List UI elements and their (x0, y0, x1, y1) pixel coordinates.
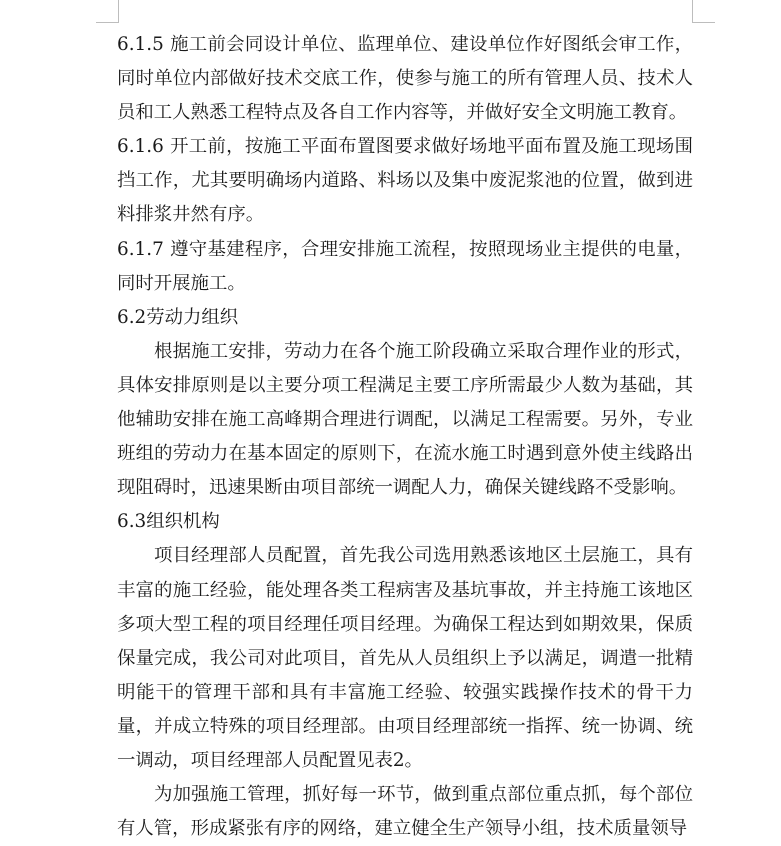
margin-corner-mark-right (692, 0, 715, 23)
margin-corner-mark-left (96, 0, 119, 23)
clause-text: 遵守基建程序，合理安排施工流程，按照现场业主提供的电量，同时开展施工。 (117, 238, 693, 294)
clause-text: 开工前，按施工平面布置图要求做好场地平面布置及施工现场围挡工作，尤其要明确场内道路、料场以及集中废泥浆池的位置，做到进料排浆井然有序。 (117, 136, 693, 226)
section-heading-6-3: 6.3组织机构 (117, 511, 220, 533)
body-paragraph-management: 为加强施工管理，抓好每一环节，做到重点部位重点抓，每个部位有人管，形成紧张有序的网络，建立健全生产领导小组，技术质量领导 (117, 784, 693, 840)
clause-number: 6.1.5 (117, 34, 164, 55)
document-body (117, 28, 693, 846)
body-paragraph-organization: 项目经理部人员配置，首先我公司选用熟悉该地区土层施工，具有丰富的施工经验，能处理各类工程病害及基坑事故，并主持施工该地区多项大型工程的项目经理任项目经理。为确保工程达到如期效果，保质保量完成，我公司对此项目，首先从人员组织上予以满足，调遣一批精明能干的管理干部和具有丰富施工经验、较强实践操作技术的骨干力量，并成立特殊的项目经理部。由项目经理部统一指挥、统一协调、统一调动，项目经理部人员配置见表2。 (117, 545, 693, 771)
numbered-clause-6-1-7 (117, 233, 693, 301)
section-heading-6-2: 6.2劳动力组织 (117, 306, 239, 328)
body-paragraph-labor: 根据施工安排，劳动力在各个施工阶段确立采取合理作业的形式，具体安排原则是以主要分项工程满足主要工序所需最少人数为基础，其他辅助安排在施工高峰期合理进行调配，以满足工程需要。另外，专业班组的劳动力在基本固定的原则下，在流水施工时遇到意外使主线路出现阻碍时，迅速果断由项目部统一调配人力，确保关键线路不受影响。 (117, 340, 693, 499)
numbered-clause-6-1-5 (117, 28, 693, 130)
numbered-clause-6-1-6 (117, 130, 693, 232)
clause-number: 6.1.7 (117, 238, 164, 260)
clause-number: 6.1.6 (117, 136, 164, 158)
clause-text: 施工前会同设计单位、监理单位、建设单位作好图纸会审工作，同时单位内部做好技术交底工作，使参与施工的所有管理人员、技术人员和工人熟悉工程特点及各自工作内容等，并做好安全文明施工教育。 (117, 34, 693, 124)
